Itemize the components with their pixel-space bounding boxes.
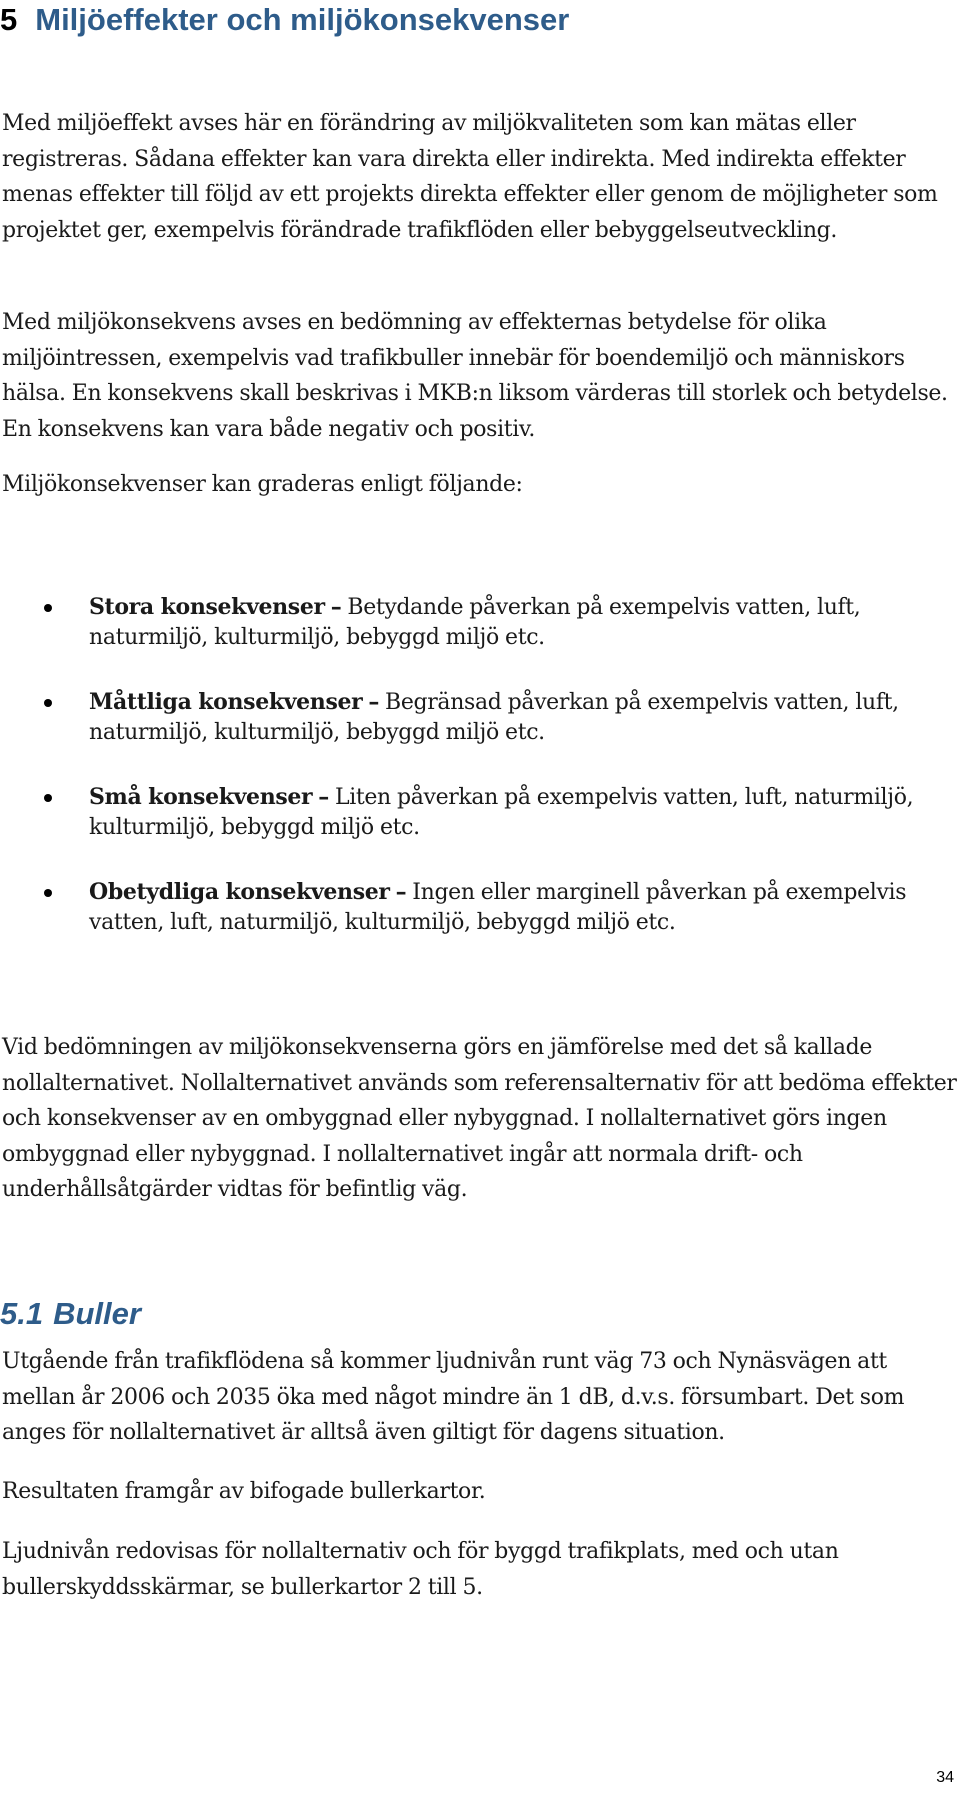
grade-dash: – — [395, 879, 407, 905]
paragraph-miljoeffekt: Med miljöeffekt avses här en förändring av miljökvaliteten som kan mätas eller registreras. Sådana effekter kan vara direkta eller indirekta. Med indirekta effekter menas effekter till följd av ett projekts direkta effekter eller genom de möjligheter som projektet ger, exempelvis förändrade trafikflöden eller bebyggelseutveckling. — [2, 111, 938, 243]
section-number: 5 — [0, 2, 18, 37]
list-item — [0, 877, 949, 938]
consequence-grades-list — [0, 592, 960, 972]
page-number: 34 — [936, 1769, 954, 1786]
grade-description: Betydande påverkan på exempelvis vatten, luft, naturmiljö, kulturmiljö, bebyggd miljö etc. — [89, 595, 861, 650]
bullet-icon — [44, 889, 52, 897]
grade-term: Obetydliga konsekvenser — [89, 879, 390, 905]
list-item — [0, 687, 949, 748]
paragraph-buller-resultat: Resultaten framgår av bifogade bullerkartor. — [2, 1479, 486, 1504]
paragraph-gradering-intro: Miljökonsekvenser kan graderas enligt följande: — [2, 472, 523, 497]
grade-description: Ingen eller marginell påverkan på exempelvis vatten, luft, naturmiljö, kulturmiljö, bebyggd miljö etc. — [89, 880, 907, 935]
paragraph-miljokonsekvens: Med miljökonsekvens avses en bedömning av effekternas betydelse för olika miljöintressen, exempelvis vad trafikbuller innebär för boendemiljö och människors hälsa. En konsekvens skall beskrivas i MKB:n liksom värderas till storlek och betydelse. En konsekvens kan vara både negativ och positiv. — [2, 310, 948, 442]
grade-dash: – — [318, 784, 329, 810]
grade-description: Begränsad påverkan på exempelvis vatten, luft, naturmiljö, kulturmiljö, bebyggd miljö etc. — [89, 690, 899, 745]
paragraph-nollalternativ: Vid bedömningen av miljökonsekvenserna görs en jämförelse med det så kallade nollalternativet. Nollalternativet används som referensalternativ för att bedöma effekter och konsekvenser av en ombyggnad eller nybyggnad. I nollalternativet görs ingen ombyggnad eller nybyggnad. I nollalternativet ingår att normala drift- och underhållsåtgärder vidtas för befintlig väg. — [2, 1035, 957, 1202]
list-item — [0, 782, 949, 843]
grade-term: Små konsekvenser — [89, 784, 313, 810]
subsection-heading — [0, 1296, 141, 1332]
subsection-number: 5.1 — [0, 1296, 44, 1331]
grade-term: Måttliga konsekvenser — [89, 689, 363, 715]
grade-term: Stora konsekvenser — [89, 594, 325, 620]
grade-dash: – — [330, 594, 342, 620]
paragraph-buller-ljudniva: Ljudnivån redovisas för nollalternativ och för byggd trafikplats, med och utan bullerskyddsskärmar, se bullerkartor 2 till 5. — [2, 1539, 839, 1600]
bullet-icon — [44, 699, 52, 707]
section-title: Miljöeffekter och miljökonsekvenser — [35, 2, 570, 37]
bullet-icon — [44, 604, 52, 612]
subsection-title: Buller — [53, 1296, 141, 1331]
grade-description: Liten påverkan på exempelvis vatten, luft, naturmiljö, kulturmiljö, bebyggd miljö etc. — [89, 785, 914, 840]
section-heading — [0, 2, 569, 38]
list-item — [0, 592, 949, 653]
bullet-icon — [44, 794, 52, 802]
grade-dash: – — [368, 689, 380, 715]
paragraph-buller-trafikfloden: Utgående från trafikflödena så kommer ljudnivån runt väg 73 och Nynäsvägen att mellan år 2006 och 2035 öka med något mindre än 1 dB, d.v.s. försumbart. Det som anges för nollalternativet är alltså även giltigt för dagens situation. — [2, 1349, 905, 1445]
